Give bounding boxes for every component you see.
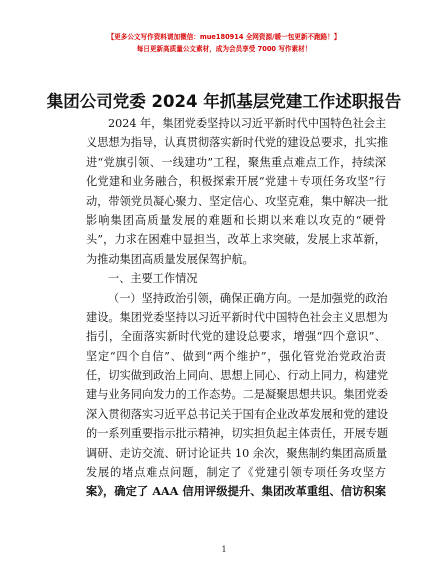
- body-line: 2024 年，集团党委坚持以习近平新时代中国特色社会主: [108, 117, 387, 130]
- body-line: 指引，全面落实新时代党的建设总要求，增强“四个意识”、: [86, 330, 386, 344]
- document-body: [86, 114, 389, 502]
- body-line: 建设。集团党委坚持以习近平新时代中国特色社会主义思想为: [86, 310, 389, 324]
- body-line: 案》，确定了 AAA 信用评级提升、集团改革重组、信访积案: [86, 484, 386, 499]
- body-line: 进“党旗引领、一线建功”工程，聚焦重点难点工作，持续深: [86, 155, 386, 169]
- body-line: 坚定“四个自信”、做到“两个维护”，强化管党治党政治责: [86, 349, 386, 363]
- document-title: 集团公司党委 2024 年抓基层党建工作述职报告: [46, 92, 402, 111]
- body-line: 建与业务同向发力的工作态势。二是凝聚思想共识。集团党委: [86, 388, 389, 402]
- body-line: （一）坚持政治引领，确保正确方向。一是加强党的政治: [108, 291, 388, 305]
- body-line: 头”，力求在困难中显担当，改革上求突破，发展上求革新，: [86, 233, 386, 247]
- body-line: 任，切实做到政治上同向、思想上同心、行动上同力，构建党: [86, 369, 389, 383]
- body-line: 发展的堵点难点问题，制定了《党建引领专项任务攻坚方: [86, 466, 386, 480]
- body-line: 的一系列重要指示批示精神，切实担负起主体责任，开展专题: [86, 427, 389, 441]
- promo-banner-line-1: 【更多公文写作资料请加微信：mue180914 全网资源/暖一包更新不跑路！】: [107, 33, 341, 41]
- body-line: 动，带领党员凝心聚力、坚定信心、攻坚克难，集中解决一批: [86, 194, 389, 208]
- body-line: 义思想为指导，认真贯彻落实新时代党的建设总要求，扎实推: [86, 136, 389, 150]
- promo-banner-line-2: 每日更新高质量公文素材，成为会员享受 7000 写作素材！: [136, 45, 312, 53]
- section-heading: 一、主要工作情况: [108, 272, 198, 286]
- body-line: 影响集团高质量发展的难题和长期以来难以攻克的“硬骨: [86, 213, 386, 227]
- page-number: 1: [221, 545, 227, 554]
- body-line: 化党建和业务融合，积极探索开展“党建＋专项任务攻坚”行: [86, 175, 386, 189]
- body-line: 为推动集团高质量发展保驾护航。: [86, 252, 254, 266]
- body-line: 调研、走访交流、研讨论证共 10 余次，聚焦制约集团高质量: [86, 446, 388, 460]
- body-line: 深入贯彻落实习近平总书记关于国有企业改革发展和党的建设: [86, 407, 389, 421]
